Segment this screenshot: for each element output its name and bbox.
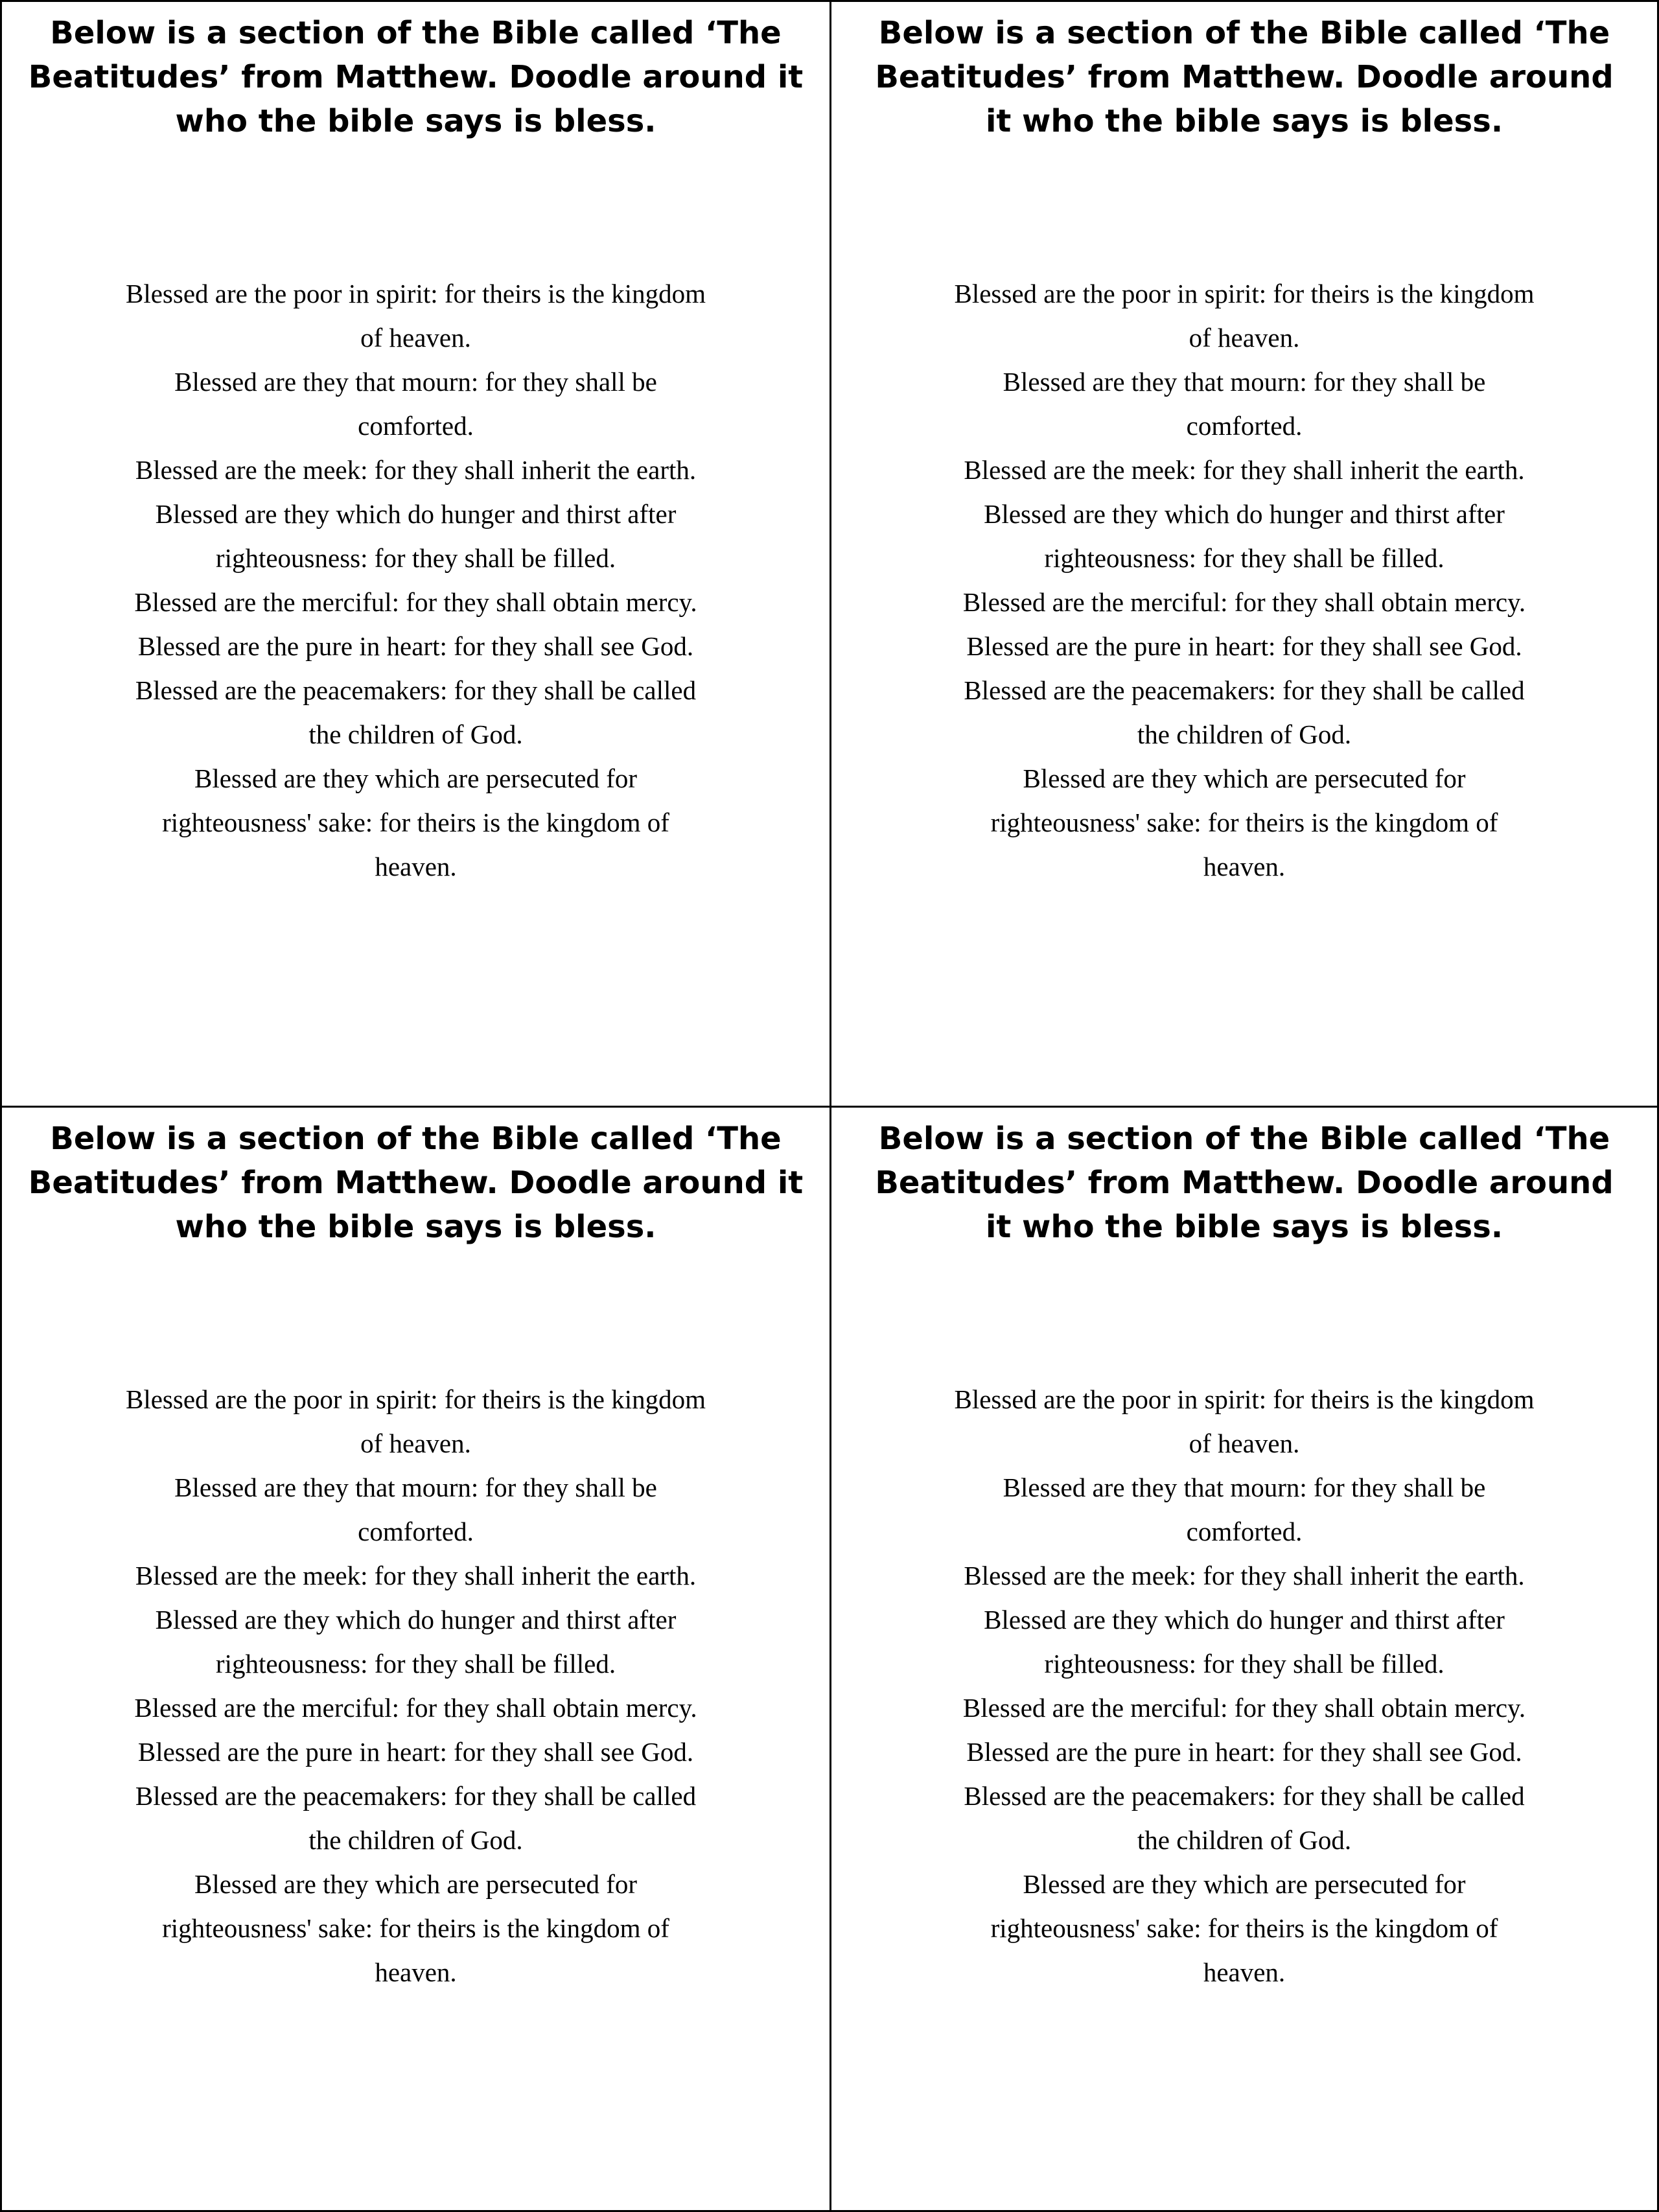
beatitude-verse: Blessed are the pure in heart: for they shall see God.	[137, 631, 694, 661]
beatitude-verse: Blessed are the poor in spirit: for theirs is the kingdom of heaven.	[954, 279, 1535, 353]
beatitudes-text	[953, 272, 1536, 889]
beatitude-verse: Blessed are they that mourn: for they shall be comforted.	[174, 1473, 657, 1546]
beatitude-verse: Blessed are they that mourn: for they shall be comforted.	[1003, 1473, 1486, 1546]
beatitude-verse: Blessed are the meek: for they shall inherit the earth.	[135, 1561, 697, 1590]
beatitude-verse: Blessed are the meek: for they shall inherit the earth.	[964, 455, 1525, 485]
worksheet-panel-top-left	[0, 0, 831, 1108]
instruction-heading: Below is a section of the Bible called ‘The Beatitudes’ from Matthew. Doodle around it who the bible says is bless.	[875, 15, 1614, 139]
beatitude-verse: Blessed are the pure in heart: for they shall see God.	[966, 631, 1522, 661]
beatitude-verse: Blessed are the merciful: for they shall obtain mercy.	[134, 1693, 697, 1723]
beatitude-verse: Blessed are the peacemakers: for they shall be called the children of God.	[964, 675, 1525, 749]
beatitude-verse: Blessed are the peacemakers: for they shall be called the children of God.	[135, 1781, 697, 1855]
beatitude-verse: Blessed are the merciful: for they shall obtain mercy.	[134, 587, 697, 617]
instruction-heading: Below is a section of the Bible called ‘The Beatitudes’ from Matthew. Doodle around it who the bible says is bless.	[28, 15, 804, 139]
worksheet-panel-bottom-left	[0, 1106, 831, 2212]
beatitude-verse: Blessed are they which are persecuted for righteousness' sake: for theirs is the kingdom of heaven.	[990, 763, 1498, 881]
beatitude-verse: Blessed are they which are persecuted for righteousness' sake: for theirs is the kingdom of heaven.	[162, 763, 669, 881]
beatitude-verse: Blessed are they that mourn: for they shall be comforted.	[1003, 367, 1486, 441]
beatitude-verse: Blessed are the peacemakers: for they shall be called the children of God.	[964, 1781, 1525, 1855]
beatitude-verse: Blessed are the meek: for they shall inherit the earth.	[135, 455, 697, 485]
worksheet-panel-top-right	[830, 0, 1659, 1108]
beatitude-verse: Blessed are they which are persecuted for righteousness' sake: for theirs is the kingdom of heaven.	[162, 1869, 669, 1987]
beatitude-verse: Blessed are they which are persecuted for righteousness' sake: for theirs is the kingdom of heaven.	[990, 1869, 1498, 1987]
beatitude-verse: Blessed are the poor in spirit: for theirs is the kingdom of heaven.	[125, 279, 706, 353]
beatitude-verse: Blessed are the meek: for they shall inherit the earth.	[964, 1561, 1525, 1590]
beatitude-verse: Blessed are the poor in spirit: for theirs is the kingdom of heaven.	[954, 1384, 1535, 1458]
beatitude-verse: Blessed are the pure in heart: for they shall see God.	[966, 1737, 1522, 1767]
beatitude-verse: Blessed are they which do hunger and thirst after righteousness: for they shall be filled.	[984, 1605, 1505, 1679]
instruction-heading: Below is a section of the Bible called ‘The Beatitudes’ from Matthew. Doodle around it who the bible says is bless.	[28, 1121, 804, 1245]
beatitude-verse: Blessed are the peacemakers: for they shall be called the children of God.	[135, 675, 697, 749]
beatitude-verse: Blessed are the merciful: for they shall obtain mercy.	[962, 587, 1526, 617]
beatitude-verse: Blessed are they which do hunger and thirst after righteousness: for they shall be filled.	[155, 499, 677, 573]
beatitudes-text	[124, 1377, 708, 1994]
beatitudes-text	[124, 272, 708, 889]
beatitude-verse: Blessed are the poor in spirit: for theirs is the kingdom of heaven.	[125, 1384, 706, 1458]
worksheet-panel-bottom-right	[830, 1106, 1659, 2212]
beatitude-verse: Blessed are they which do hunger and thirst after righteousness: for they shall be filled.	[984, 499, 1505, 573]
beatitudes-text	[953, 1377, 1536, 1994]
beatitude-verse: Blessed are the merciful: for they shall obtain mercy.	[962, 1693, 1526, 1723]
beatitude-verse: Blessed are they which do hunger and thirst after righteousness: for they shall be filled.	[155, 1605, 677, 1679]
instruction-heading: Below is a section of the Bible called ‘The Beatitudes’ from Matthew. Doodle around it who the bible says is bless.	[875, 1121, 1614, 1245]
beatitude-verse: Blessed are the pure in heart: for they shall see God.	[137, 1737, 694, 1767]
beatitude-verse: Blessed are they that mourn: for they shall be comforted.	[174, 367, 657, 441]
